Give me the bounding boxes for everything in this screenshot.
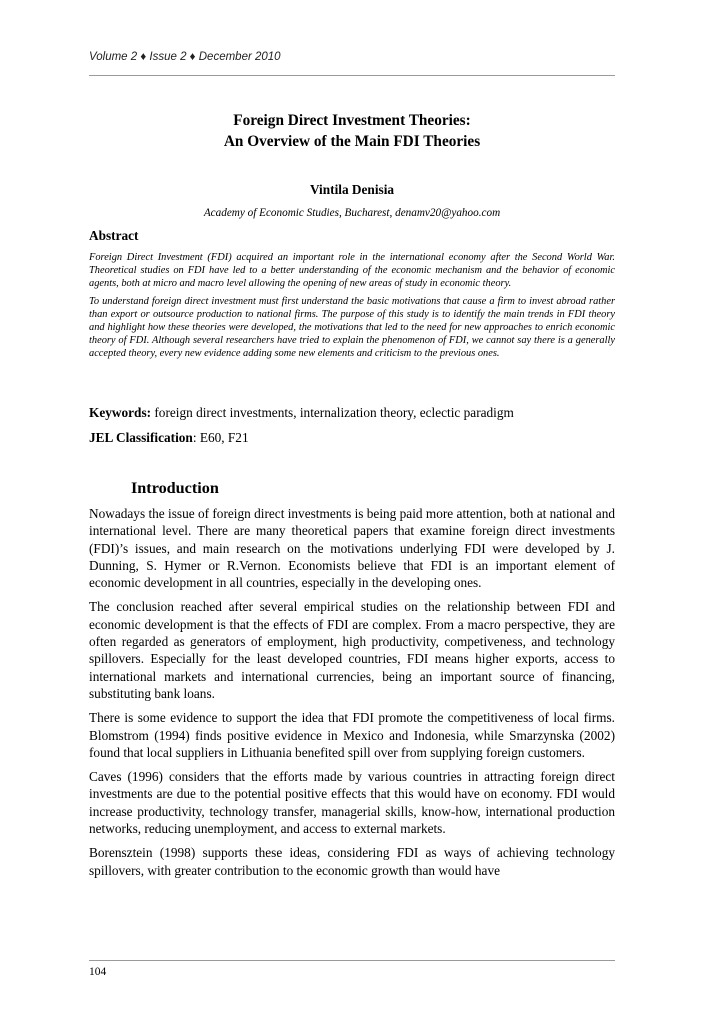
running-header: Volume 2 ♦ Issue 2 ♦ December 2010 bbox=[89, 51, 281, 63]
abstract-paragraph: Foreign Direct Investment (FDI) acquired an important role in the international economy after the Second World War. Theoretical studies on FDI have led to a better understanding of the economic mechanism and the behavior of economic agents, both at micro and macro level allowing the opening of new areas of study in economic theory. bbox=[89, 252, 615, 290]
page-number: 104 bbox=[89, 966, 107, 978]
body-paragraph: Borensztein (1998) supports these ideas, considering FDI as ways of achieving technology spillovers, with greater contribution to the economic growth than would have bbox=[89, 845, 615, 878]
keywords-line bbox=[89, 405, 615, 421]
paper-title-line-1: Foreign Direct Investment Theories: bbox=[233, 112, 471, 129]
introduction-body bbox=[89, 505, 615, 886]
paper-title-line-2: An Overview of the Main FDI Theories bbox=[223, 133, 481, 150]
footer-divider bbox=[89, 960, 615, 961]
introduction-heading: Introduction bbox=[131, 479, 219, 497]
header-divider bbox=[89, 75, 615, 76]
jel-value: : E60, F21 bbox=[192, 430, 249, 445]
jel-classification-line bbox=[89, 430, 615, 446]
abstract-paragraph: To understand foreign direct investment must first understand the basic motivations that cause a firm to invest abroad rather than export or outsource production to national firms. The purpose of this study is to identify the main trends in FDI theory and highlight how these theories were developed, the motivations that led to the need for new approaches to enrich economic theory of FDI. Although several researchers have tried to explain the phenomenon of FDI, we cannot say there is a generally accepted theory, every new evidence adding some new elements and criticism to the previous ones. bbox=[89, 295, 615, 360]
body-paragraph: There is some evidence to support the idea that FDI promote the competitiveness of local firms. Blomstrom (1994) finds positive evidence in Mexico and Indonesia, while Smarzynska (2002) found that local suppliers in Lithuania benefited spill over from supplying foreign customers. bbox=[89, 710, 615, 760]
body-paragraph: The conclusion reached after several empirical studies on the relationship between FDI and economic development is that the effects of FDI are complex. From a macro perspective, they are often regarded as generators of employment, high productivity, competiveness, and technology spillovers. Especially for the least developed countries, FDI means higher exports, access to international markets and international currencies, being an important source of financing, substituting bank loans. bbox=[89, 599, 615, 701]
abstract-heading: Abstract bbox=[89, 228, 139, 243]
body-paragraph: Nowadays the issue of foreign direct investments is being paid more attention, both at national and international level. There are many theoretical papers that examine foreign direct investments (FDI)’s issues, and main research on the motivations underlying FDI were developed by J. Dunning, S. Hymer or R.Vernon. Economists believe that FDI is an important element of economic development in all countries, especially in the developing ones. bbox=[89, 506, 615, 591]
author-name: Vintila Denisia bbox=[309, 182, 395, 197]
author-affiliation: Academy of Economic Studies, Bucharest, denamv20@yahoo.com bbox=[203, 207, 501, 219]
abstract-body bbox=[89, 251, 615, 365]
body-paragraph: Caves (1996) considers that the efforts made by various countries in attracting foreign direct investments are due to the potential positive effects that this would have on economy. FDI would increase productivity, technology transfer, managerial skills, know-how, international production networks, reducing unemployment, and access to external markets. bbox=[89, 769, 615, 837]
paper-title bbox=[89, 110, 615, 152]
jel-label: JEL Classification bbox=[89, 430, 193, 445]
keywords-value: foreign direct investments, internalization theory, eclectic paradigm bbox=[151, 405, 514, 420]
keywords-label: Keywords: bbox=[89, 405, 152, 420]
